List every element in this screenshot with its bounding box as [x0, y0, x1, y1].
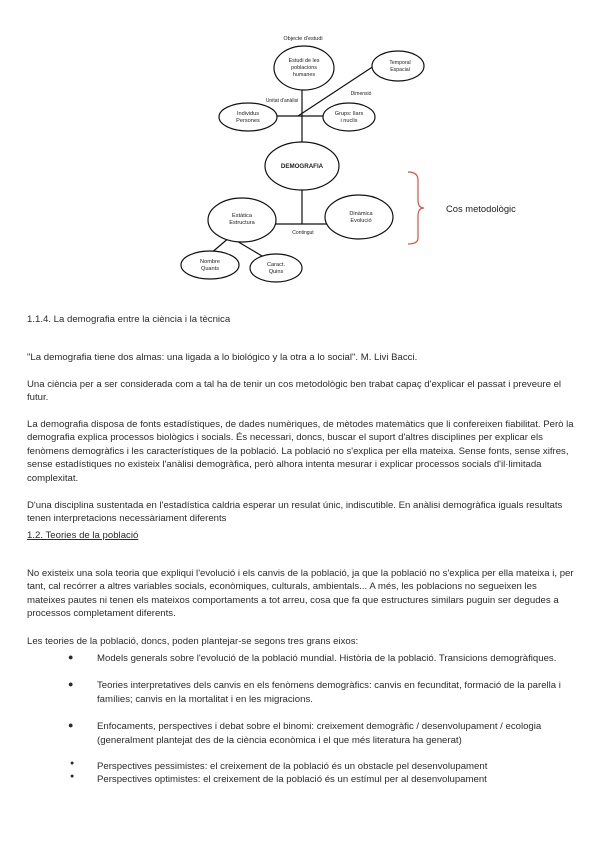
brace-icon	[408, 172, 424, 244]
node-caract-line2: Quins	[268, 269, 284, 275]
demography-diagram	[112, 32, 532, 284]
diagram-label-contingut: Contingut	[292, 230, 314, 236]
list-item: Enfocaments, perspectives i debat sobre el binomi: creixement demogràfic / desenvolupament / ecologia (generalment plantejat des de la ciència econòmica i el que més literatura ha generat)	[97, 721, 542, 746]
node-nombre-line1: Nombre	[200, 259, 220, 265]
node-dinamica	[325, 195, 393, 239]
section-heading: 1.2. Teories de la població	[27, 530, 139, 541]
node-demografia-label: DEMOGRAFIA	[280, 163, 324, 170]
brace-label: Cos metodològic	[446, 203, 516, 214]
paragraph-1: Una ciència per a ser considerada com a tal ha de tenir un cos metodològic ben trabat capaç d'explicar el passat i preveure el futur.	[27, 378, 562, 404]
node-individus-line2: Persones	[236, 118, 260, 124]
node-dinamica-line2: Evolució	[350, 218, 372, 224]
node-nombre	[181, 251, 239, 279]
sub-bullet-dot-icon: ●	[70, 773, 75, 780]
bullet-dot-icon: ●	[68, 679, 74, 689]
node-study-line3: humanes	[292, 72, 316, 78]
bullet-dot-icon: ●	[68, 720, 74, 730]
node-dinamica-line1: Dinàmica	[349, 211, 373, 217]
section-subheading: 1.1.4. La demografia entre la ciència i la tècnica	[27, 314, 231, 325]
quote-paragraph: "La demografia tiene dos almas: una ligada a lo biológico y la otra a lo social". M. Livi Bacci.	[27, 351, 418, 363]
node-temporal-line2: Espacial	[390, 67, 410, 73]
sub-list-item: Perspectives pessimistes: el creixement de la població és un obstacle pel desenvolupament	[97, 761, 488, 772]
paragraph-5: Les teories de la població, doncs, poden plantejar-se segons tres grans eixos:	[27, 635, 359, 647]
sub-list-item: Perspectives optimistes: el creixement de la població és un estímul per al desenvolupament	[97, 774, 487, 785]
node-grups-line1: Grups: llars	[334, 111, 364, 117]
node-study	[274, 46, 334, 90]
node-grups-line2: i nuclis	[340, 118, 358, 124]
diagram-label-dimensio: Dimensió	[350, 91, 372, 97]
node-demografia	[265, 142, 339, 190]
node-estatica-line1: Estàtica	[232, 213, 252, 219]
node-estatica	[208, 198, 276, 242]
paragraph-3: D'una disciplina sustentada en l'estadística caldria esperar un resulat únic, indiscutible. En anàlisi demogràfica iguals resultats tenen interpretacions necessàriament diferents	[27, 499, 563, 525]
node-temporal	[372, 51, 424, 81]
diagram-top-label: Objecte d'estudi	[283, 36, 323, 42]
list-item: Teories interpretatives dels canvis en els fenòmens demogràfics: canvis en fecunditat, formació de la parella i famílies; canvis en la mortalitat i en les migracions.	[97, 680, 561, 705]
bullet-dot-icon: ●	[68, 652, 74, 662]
paragraph-4: No existeix una sola teoria que expliqui l'evolució i els canvis de la població, ja que la població no s'explica per ella mateixa i, per tant, cal recórrer a altres variables socials, econòmiques, culturals, ambientals... A més, les poblacions no segueixen les mateixes pautes ni tenen els mateixos comportaments a tot arreu, cosa que fa que estructures similars puguin ser degudes a processos completament diferents.	[27, 567, 574, 620]
node-study-line1: Estudi de les	[288, 58, 320, 64]
paragraph-2: La demografia disposa de fonts estadístiques, de dades numèriques, de mètodes matemàtics que li confereixen fiabilitat. Però la demografia explica processos biològics i socials. És necessari, doncs, buscar el suport d'altres disciplines per explicar els fenòmens demogràfics i les característiques de la població. La població no s'explica per ella mateixa. Sense fonts, sense xifres, sense estadístiques no existeix l'anàlisi demogràfica, però alhora intenta mesurar i explicar processos socials d'il·limitada complexitat.	[27, 418, 574, 484]
list-item: Models generals sobre l'evolució de la població mundial. Història de la població. Transicions demogràfiques.	[97, 653, 557, 664]
node-estatica-line2: Estructura	[229, 220, 255, 226]
node-caract	[250, 254, 302, 282]
node-temporal-line1: Temporal	[389, 60, 411, 66]
node-nombre-line2: Quants	[200, 266, 220, 272]
node-caract-line1: Caract.	[266, 262, 286, 268]
node-study-line2: poblacions	[291, 65, 317, 71]
node-grups	[323, 103, 375, 131]
sub-bullet-dot-icon: ●	[70, 760, 75, 767]
node-individus-line1: Individus	[236, 111, 260, 117]
diagram-label-unitat: Unitat d'anàlisi	[265, 98, 299, 104]
node-individus	[219, 103, 277, 131]
diagram-svg	[112, 32, 532, 284]
